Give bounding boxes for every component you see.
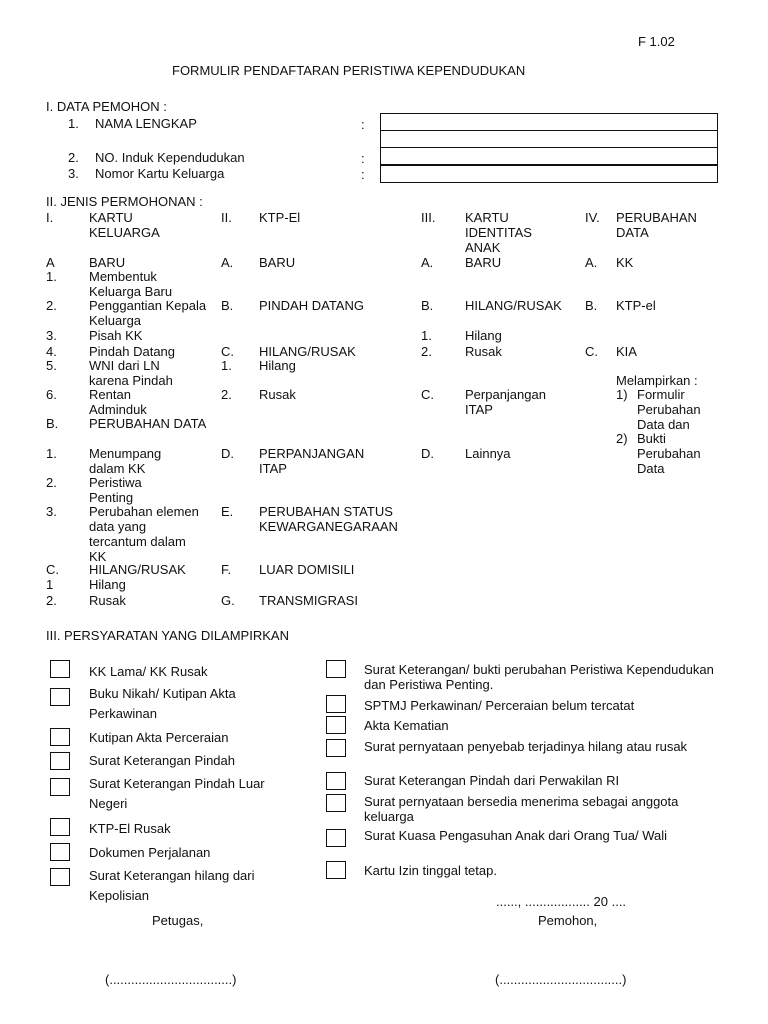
kk-key: 1 <box>46 577 54 592</box>
ktp-pindah-datang: PINDAH DATANG <box>259 298 364 313</box>
kia-key: D. <box>421 446 434 461</box>
ktp-key: C. <box>221 344 234 359</box>
kk-rusak: Rusak <box>89 593 126 608</box>
checkbox[interactable] <box>50 660 70 678</box>
pd-attach-formulir: Formulir Perubahan Data dan <box>637 387 701 432</box>
req-pernyataan-hilang: Surat pernyataan penyebab terjadinya hilang atau rusak <box>364 739 688 754</box>
nik-field[interactable] <box>380 147 718 165</box>
req-ktp-rusak: KTP-El Rusak <box>89 821 171 836</box>
date-line: ......, .................. 20 .... <box>496 894 627 909</box>
req-dokumen-perjalanan: Dokumen Perjalanan <box>89 845 211 860</box>
pd-kk: KK <box>616 255 634 270</box>
ktp-key: B. <box>221 298 234 313</box>
pd-ktp-el: KTP-el <box>616 298 656 313</box>
kk-perubahan-elemen-data: Perubahan elemen data yang tercantum dalam KK <box>89 504 199 564</box>
field-num: 1. <box>68 116 79 131</box>
ktp-title: KTP-El <box>259 210 301 225</box>
kk-rentan-adminduk: Rentan Adminduk <box>89 387 147 417</box>
ktp-key: D. <box>221 446 234 461</box>
checkbox[interactable] <box>326 739 346 757</box>
kk-title: KARTU KELUARGA <box>89 210 160 240</box>
kk-membentuk-keluarga-baru: Membentuk Keluarga Baru <box>89 269 173 299</box>
kk-key: 2. <box>46 298 57 313</box>
ktp-key: 1. <box>221 358 232 373</box>
kk-key: C. <box>46 562 59 577</box>
kk-hilang-rusak: HILANG/RUSAK <box>89 562 186 577</box>
checkbox[interactable] <box>50 843 70 861</box>
kk-wni-dari-ln: WNI dari LN karena Pindah <box>89 358 173 388</box>
checkbox[interactable] <box>326 829 346 847</box>
kk-key: 1. <box>46 269 57 284</box>
pd-key: C. <box>585 344 598 359</box>
kk-peristiwa-penting: Peristiwa Penting <box>89 475 142 505</box>
checkbox[interactable] <box>326 716 346 734</box>
field-label-nik: NO. Induk Kependudukan <box>95 150 245 165</box>
pd-kia: KIA <box>616 344 637 359</box>
req-akta-kematian: Akta Kematian <box>364 718 449 733</box>
field-colon: : <box>361 117 365 132</box>
applicant-signature-blank: (..................................) <box>495 972 627 987</box>
kia-perpanjangan-itap: Perpanjangan ITAP <box>465 387 546 417</box>
applicant-label: Pemohon, <box>538 913 598 928</box>
nama-lengkap-field-row1[interactable] <box>380 113 718 131</box>
pd-attach-bukti: Bukti Perubahan Data <box>637 431 701 476</box>
kk-key: 2. <box>46 593 57 608</box>
kk-hilang: Hilang <box>89 577 126 592</box>
kia-key: C. <box>421 387 434 402</box>
kk-key: 2. <box>46 475 57 490</box>
req-ket-pindah: Surat Keterangan Pindah <box>89 753 235 768</box>
req-hilang-kepolisian: Surat Keterangan hilang dari Kepolisian <box>89 868 255 903</box>
pd-title: PERUBAHAN DATA <box>616 210 697 240</box>
form-title: FORMULIR PENDAFTARAN PERISTIWA KEPENDUDUKAN <box>172 63 526 78</box>
req-buku-nikah: Buku Nikah/ Kutipan Akta Perkawinan <box>89 686 236 721</box>
kia-title: KARTU IDENTITAS ANAK <box>465 210 532 255</box>
kk-key: 1. <box>46 446 57 461</box>
kk-key: 4. <box>46 344 57 359</box>
req-pernyataan-anggota-keluarga: Surat pernyataan bersedia menerima sebagai anggota keluarga <box>364 794 679 824</box>
ktp-roman: II. <box>221 210 232 225</box>
field-colon: : <box>361 167 365 182</box>
section-2-heading: II. JENIS PERMOHONAN : <box>46 194 203 209</box>
kia-key: 1. <box>421 328 432 343</box>
kia-baru: BARU <box>465 255 502 270</box>
req-ket-pindah-ln: Surat Keterangan Pindah Luar Negeri <box>89 776 265 811</box>
field-label-nama-lengkap: NAMA LENGKAP <box>95 116 197 131</box>
ktp-key: G. <box>221 593 235 608</box>
field-colon: : <box>361 151 365 166</box>
kk-key: A <box>46 255 55 270</box>
pd-attach-key: 1) <box>616 387 628 402</box>
officer-label: Petugas, <box>152 913 204 928</box>
checkbox[interactable] <box>50 868 70 886</box>
checkbox[interactable] <box>50 752 70 770</box>
req-bukti-perubahan: Surat Keterangan/ bukti perubahan Peristiwa Kependudukan dan Peristiwa Penting. <box>364 662 714 692</box>
ktp-transmigrasi: TRANSMIGRASI <box>259 593 358 608</box>
req-akta-perceraian: Kutipan Akta Perceraian <box>89 730 229 745</box>
checkbox[interactable] <box>326 695 346 713</box>
kia-hilang: Hilang <box>465 328 502 343</box>
section-1-heading: I. DATA PEMOHON : <box>46 99 167 114</box>
ktp-rusak: Rusak <box>259 387 296 402</box>
field-num: 3. <box>68 166 79 181</box>
officer-signature-blank: (..................................) <box>105 972 237 987</box>
ktp-baru: BARU <box>259 255 296 270</box>
checkbox[interactable] <box>326 794 346 812</box>
kk-pisah-kk: Pisah KK <box>89 328 143 343</box>
kk-perubahan-data: PERUBAHAN DATA <box>89 416 207 431</box>
kk-pindah-datang: Pindah Datang <box>89 344 176 359</box>
pd-key: B. <box>585 298 598 313</box>
form-code: F 1.02 <box>638 34 675 49</box>
kk-key: 5. <box>46 358 57 373</box>
kia-hilang-rusak: HILANG/RUSAK <box>465 298 562 313</box>
field-num: 2. <box>68 150 79 165</box>
kk-baru: BARU <box>89 255 126 270</box>
ktp-hilang-rusak: HILANG/RUSAK <box>259 344 356 359</box>
checkbox[interactable] <box>326 660 346 678</box>
pd-key: A. <box>585 255 598 270</box>
kk-key: B. <box>46 416 59 431</box>
kk-menumpang-dalam-kk: Menumpang dalam KK <box>89 446 162 476</box>
kia-rusak: Rusak <box>465 344 502 359</box>
kia-key: A. <box>421 255 434 270</box>
ktp-key: F. <box>221 562 232 577</box>
ktp-perubahan-status-kewarganegaraan: PERUBAHAN STATUS KEWARGANEGARAAN <box>259 504 398 534</box>
req-pindah-perwakilan-ri: Surat Keterangan Pindah dari Perwakilan RI <box>364 773 620 788</box>
req-kuasa-pengasuhan: Surat Kuasa Pengasuhan Anak dari Orang Tua/ Wali <box>364 828 668 843</box>
ktp-key: A. <box>221 255 234 270</box>
kia-key: B. <box>421 298 434 313</box>
ktp-luar-domisili: LUAR DOMISILI <box>259 562 355 577</box>
checkbox[interactable] <box>50 778 70 796</box>
section-3-heading: III. PERSYARATAN YANG DILAMPIRKAN <box>46 628 289 643</box>
checkbox[interactable] <box>326 861 346 879</box>
kk-key: 6. <box>46 387 57 402</box>
ktp-key: 2. <box>221 387 232 402</box>
checkbox[interactable] <box>50 728 70 746</box>
req-kartu-izin-tinggal: Kartu Izin tinggal tetap. <box>364 863 497 878</box>
ktp-key: E. <box>221 504 234 519</box>
checkbox[interactable] <box>50 818 70 836</box>
pd-attach-key: 2) <box>616 431 628 446</box>
no-kk-field[interactable] <box>380 165 718 183</box>
ktp-perpanjangan-itap: PERPANJANGAN ITAP <box>259 446 365 476</box>
kia-roman: III. <box>421 210 436 225</box>
pd-roman: IV. <box>585 210 600 225</box>
kk-penggantian-kepala-keluarga: Penggantian Kepala Keluarga <box>89 298 207 328</box>
kk-roman: I. <box>46 210 54 225</box>
kk-key: 3. <box>46 328 57 343</box>
checkbox[interactable] <box>50 688 70 706</box>
pd-melampirkan: Melampirkan : <box>616 373 698 388</box>
checkbox[interactable] <box>326 772 346 790</box>
field-label-no-kk: Nomor Kartu Keluarga <box>95 166 225 181</box>
kia-lainnya: Lainnya <box>465 446 511 461</box>
ktp-hilang: Hilang <box>259 358 296 373</box>
req-sptmj: SPTMJ Perkawinan/ Perceraian belum tercatat <box>364 698 635 713</box>
req-kk-lama: KK Lama/ KK Rusak <box>89 664 208 679</box>
kia-key: 2. <box>421 344 432 359</box>
kk-key: 3. <box>46 504 57 519</box>
nama-lengkap-field-row2[interactable] <box>380 130 718 148</box>
